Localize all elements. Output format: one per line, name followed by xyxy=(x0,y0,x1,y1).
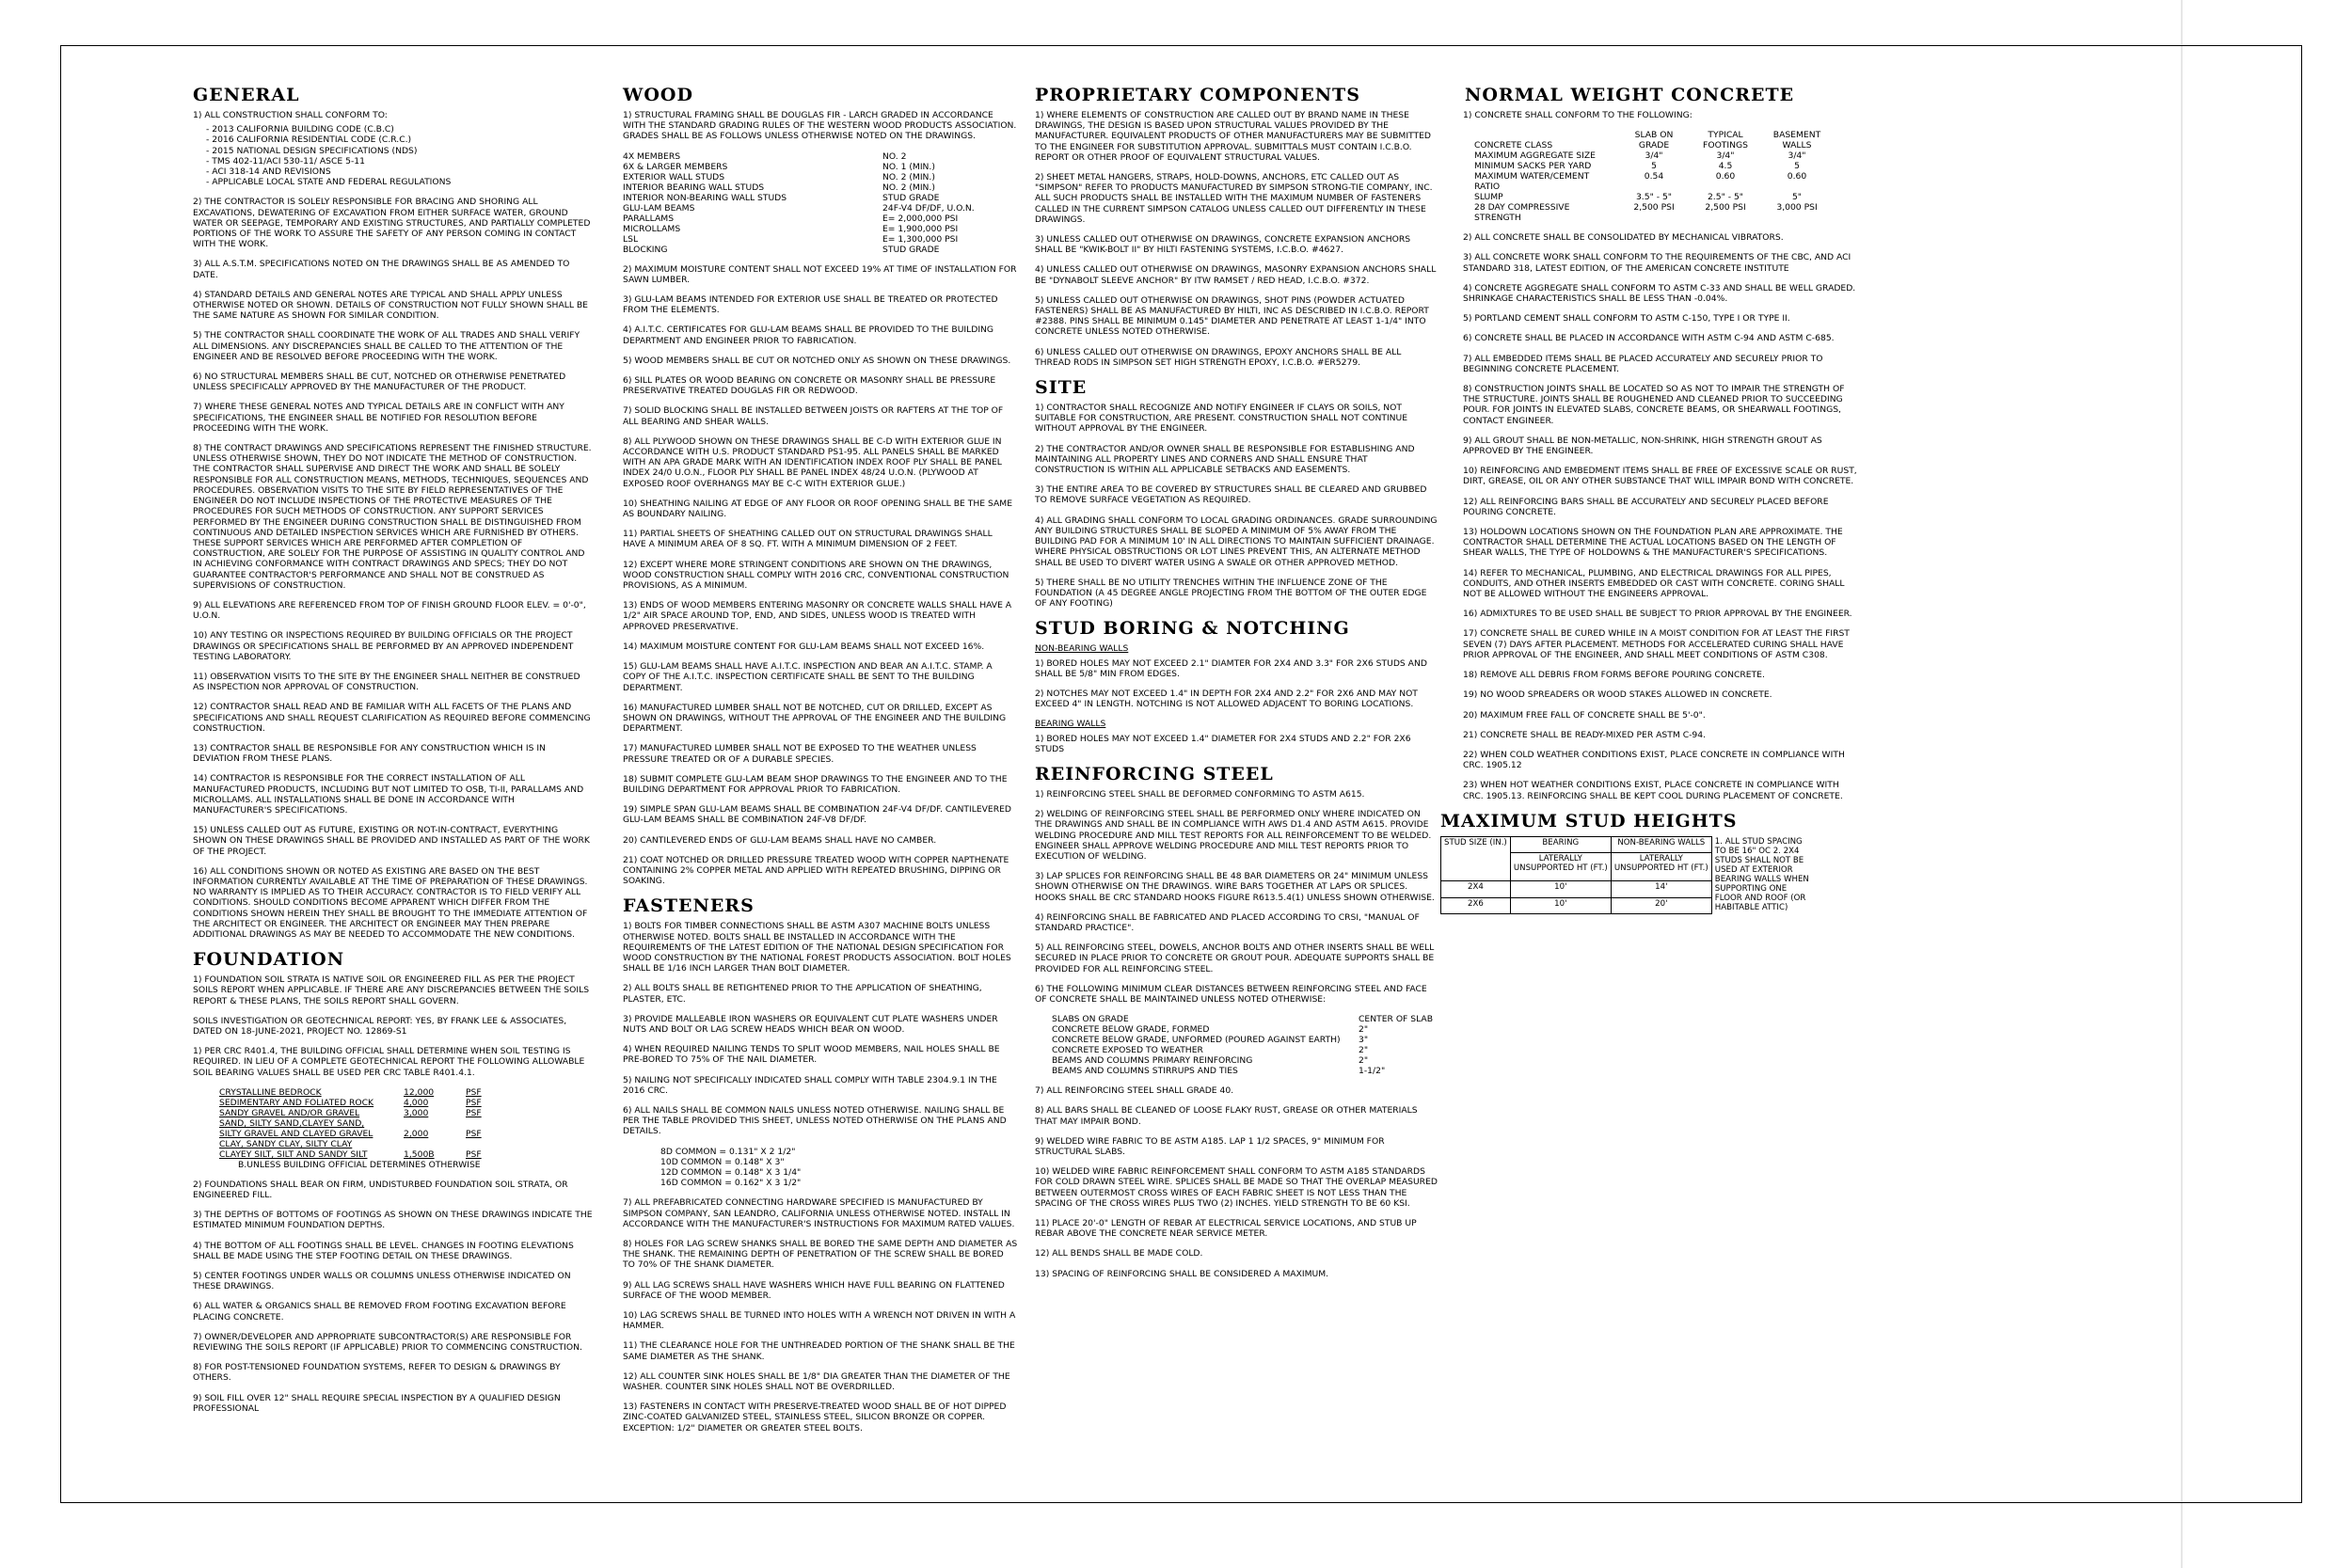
stud-heights-table xyxy=(1440,836,1812,914)
reinforcing-note: 3) LAP SPLICES FOR REINFORCING SHALL BE 48 BAR DIAMETERS OR 24" MINIMUM UNLESS SHOWN OTHERWISE ON THE DRAWINGS. WIRE BARS TOGETHER AT LAPS OR SPLICES. HOOKS SHALL BE CRC STANDARD HOOKS FIGURE R613.5.4(1) UNLESS SHOWN OTHERWISE. xyxy=(1035,871,1435,903)
cover-item: CONCRETE EXPOSED TO WEATHER xyxy=(1052,1045,1203,1056)
foundation-notes-b xyxy=(193,1180,593,1414)
code-reference: - 2015 NATIONAL DESIGN SPECIFICATIONS (NDS) xyxy=(206,145,418,156)
table-row xyxy=(219,1098,487,1108)
wood-grade: STUD GRADE xyxy=(882,192,940,203)
stud-size-header: STUD SIZE (IN.) xyxy=(1441,836,1511,881)
general-note: 10) ANY TESTING OR INSPECTIONS REQUIRED BY BUILDING OFFICIALS OR THE PROJECT DRAWINGS OR SPECIFICATIONS SHALL BE PERFORMED BY AN APPROVED INDEPENDENT TESTING LABORATORY. xyxy=(193,630,574,662)
table-row xyxy=(1474,150,1836,161)
stud-heights-note: 1. ALL STUD SPACING TO BE 16" OC 2. 2X4 STUDS SHALL NOT BE USED AT EXTERIOR BEARING WALLS WHEN SUPPORTING ONE FLOOR AND ROOF (OR HABITABLE ATTIC) xyxy=(1714,837,1809,913)
reinforcing-note: 4) REINFORCING SHALL BE FABRICATED AND PLACED ACCORDING TO CRSI, "MANUAL OF STANDARD PRACTICE". xyxy=(1035,911,1420,933)
reinforcing-note: 11) PLACE 20'-0" LENGTH OF REBAR AT ELECTRICAL SERVICE LOCATIONS, AND STUB UP REBAR ABOVE THE CONCRETE NEAR SERVICE METER. xyxy=(1035,1218,1417,1240)
fastener-note: 12) ALL COUNTER SINK HOLES SHALL BE 1/8" DIA GREATER THAN THE DIAMETER OF THE WASHER. COUNTER SINK HOLES SHALL NOT BE OVERDRILLED. xyxy=(623,1370,1010,1393)
general-note: 2) THE CONTRACTOR IS SOLELY RESPONSIBLE FOR BRACING AND SHORING ALL EXCAVATIONS, DEWATERING OF EXCAVATION FROM EITHER SURFACE WATER, GROUND WATER OR SEEPAGE, TEMPORARY AND EXISTING STRUCTURES, AND PARTIALLY COMPLETED PORTIONS OF THE WORK TO ASSURE THE SAFETY OF ANY PERSON COMING IN CONTACT WITH THE WORK. xyxy=(193,197,591,250)
cover-value: CENTER OF SLAB xyxy=(1359,1014,1434,1025)
fastener-note: 8) HOLES FOR LAG SCREW SHANKS SHALL BE BORED THE SAME DEPTH AND DIAMETER AS THE SHANK. THE REMAINING DEPTH OF PENETRATION OF THE SCREW SHALL BE BORED TO 70% OF THE SHANK DIAMETER. xyxy=(623,1239,1018,1271)
table-row xyxy=(623,172,980,182)
table-row xyxy=(1052,1045,1438,1055)
fasteners-notes xyxy=(623,921,1018,1136)
soil-bearing-value: 2,000 xyxy=(404,1128,429,1139)
site-note: 5) THERE SHALL BE NO UTILITY TRENCHES WITHIN THE INFLUENCE ZONE OF THE FOUNDATION (A 45 DEGREE ANGLE PROJECTING FROM THE BOTTOM OF THE OUTER EDGE OF ANY FOOTING) xyxy=(1035,577,1427,610)
wood-note: 15) GLU-LAM BEAMS SHALL HAVE A.I.T.C. INSPECTION AND BEAR AN A.I.T.C. STAMP. A COPY OF THE A.I.T.C. INSPECTION CERTIFICATE SHALL BE SENT TO THE BUILDING DEPARTMENT. xyxy=(623,661,993,693)
concrete-cell: 0.60 xyxy=(1787,171,1807,182)
concrete-cell: MINIMUM SACKS PER YARD xyxy=(1474,161,1592,172)
concrete-column-header: SLAB ON GRADE xyxy=(1634,130,1674,151)
wood-member: 6X & LARGER MEMBERS xyxy=(623,161,728,172)
general-note: 3) ALL A.S.T.M. SPECIFICATIONS NOTED ON THE DRAWINGS SHALL BE AS AMENDED TO DATE. xyxy=(193,259,570,280)
table-row xyxy=(623,182,980,193)
nail-size: 10D COMMON = 0.148" X 3" xyxy=(660,1156,785,1167)
wood-member: MICROLLAMS xyxy=(623,223,681,234)
wood-grade: NO. 2 (MIN.) xyxy=(882,182,935,193)
wood-grade: E= 1,900,000 PSI xyxy=(882,223,959,234)
general-note: 8) THE CONTRACT DRAWINGS AND SPECIFICATIONS REPRESENT THE FINISHED STRUCTURE. UNLESS OTHERWISE SHOWN, THEY DO NOT INDICATE THE METHOD OF CONSTRUCTION. THE CONTRACTOR SHALL SUPERVISE AND DIRECT THE WORK AND SHALL BE SOLELY RESPONSIBLE FOR ALL CONSTRUCTION MEANS, METHODS, TECHNIQUES, SEQUENCES AND PROCEDURES. OBSERVATION VISITS TO THE SITE BY FIELD REPRESENTATIVES OF THE ENGINEER DO NOT INCLUDE INSPECTIONS OF THE PROTECTIVE MEASURES OF THE PROCEDURES FOR SUCH METHODS OF CONSTRUCTION. ANY SUPPORT SERVICES PERFORMED BY THE ENGINEER DURING CONSTRUCTION SHALL BE DISTINGUISHED FROM CONTINUOUS AND DETAILED INSPECTION SERVICES WHICH ARE FURNISHED BY OTHERS. THESE SUPPORT SERVICES WHICH ARE PERFORMED AFTER COMPLETION OF CONSTRUCTION, ARE SOLELY FOR THE PURPOSE OF ASSISTING IN QUALITY CONTROL AND IN ACHIEVING CONFORMANCE WITH CONTRACT DRAWINGS AND SPECS; THEY DO NOT GUARANTEE CONTRACTOR'S PERFORMANCE AND SHALL NOT BE CONSTRUED AS SUPERVISIONS OF CONSTRUCTION. xyxy=(193,443,592,591)
site-note: 2) THE CONTRACTOR AND/OR OWNER SHALL BE RESPONSIBLE FOR ESTABLISHING AND MAINTAINING ALL PROPERTY LINES AND CORNERS AND SHALL ENSURE THAT CONSTRUCTION IS WITHIN ALL APPLICABLE SETBACKS AND EASEMENTS. xyxy=(1035,443,1415,476)
column-3 xyxy=(1035,85,1439,1289)
wood-grade: NO. 2 xyxy=(882,150,907,162)
foundation-note: 3) THE DEPTHS OF BOTTOMS OF FOOTINGS AS SHOWN ON THESE DRAWINGS INDICATE THE ESTIMATED MINIMUM FOUNDATION DEPTHS. xyxy=(193,1210,593,1231)
wood-grade: E= 2,000,000 PSI xyxy=(882,213,959,224)
concrete-note: 19) NO WOOD SPREADERS OR WOOD STAKES ALLOWED IN CONCRETE. xyxy=(1463,689,1772,701)
foundation-note: 8) FOR POST-TENSIONED FOUNDATION SYSTEMS, REFER TO DESIGN & DRAWINGS BY OTHERS. xyxy=(193,1362,561,1384)
soil-type: CLAYEY SILT, SILT AND SANDY SILT xyxy=(219,1148,368,1160)
reinforcing-note: 6) THE FOLLOWING MINIMUM CLEAR DISTANCES BETWEEN REINFORCING STEEL AND FACE OF CONCRETE SHALL BE MAINTAINED UNLESS NOTED OTHERWISE: xyxy=(1035,983,1427,1005)
soil-bearing-unit: PSF xyxy=(466,1086,482,1098)
column-2 xyxy=(623,85,1018,1443)
foundation-note: 9) SOIL FILL OVER 12" SHALL REQUIRE SPECIAL INSPECTION BY A QUALIFIED DESIGN PROFESSIONAL xyxy=(193,1392,561,1414)
table-row xyxy=(623,214,980,224)
soil-bearing-value: 3,000 xyxy=(404,1107,429,1118)
site-title: SITE xyxy=(1035,377,1088,399)
cover-value: 3" xyxy=(1359,1035,1369,1046)
code-reference: - ACI 318-14 AND REVISIONS xyxy=(206,166,331,178)
foundation-note: 1) FOUNDATION SOIL STRATA IS NATIVE SOIL OR ENGINEERED FILL AS PER THE PROJECT SOILS REPORT WHEN APPLICABLE. IF THERE ARE ANY DISCREPANCIES BETWEEN THE SOILS REPORT & THESE PLANS, THE SOILS REPORT SHALL GOVERN. xyxy=(193,974,590,1006)
nail-size: 8D COMMON = 0.131" X 2 1/2" xyxy=(660,1146,796,1157)
concrete-cell: 3/4" xyxy=(1788,150,1806,162)
concrete-note: 2) ALL CONCRETE SHALL BE CONSOLIDATED BY MECHANICAL VIBRATORS. xyxy=(1463,232,1784,244)
concrete-cell: 0.54 xyxy=(1644,171,1664,182)
nail-size: 16D COMMON = 0.162" X 3 1/2" xyxy=(660,1178,802,1189)
table-row xyxy=(623,162,980,172)
table-row xyxy=(1474,161,1836,171)
concrete-note: 21) CONCRETE SHALL BE READY-MIXED PER ASTM C-94. xyxy=(1463,729,1707,740)
bearing-notes xyxy=(1035,734,1439,754)
concrete-column-header: CONCRETE CLASS xyxy=(1474,140,1553,151)
fastener-note: 3) PROVIDE MALLEABLE IRON WASHERS OR EQUIVALENT CUT PLATE WASHERS UNDER NUTS AND BOLT OR LAG SCREW HEADS WHICH BEAR ON WOOD. xyxy=(623,1013,998,1035)
general-codes xyxy=(206,124,593,187)
wood-note: 18) SUBMIT COMPLETE GLU-LAM BEAM SHOP DRAWINGS TO THE ENGINEER AND TO THE BUILDING DEPARTMENT FOR APPROVAL PRIOR TO FABRICATION. xyxy=(623,773,1008,795)
cover-value: 2" xyxy=(1359,1024,1369,1036)
cover-value: 1-1/2" xyxy=(1359,1066,1386,1077)
table-row xyxy=(623,203,980,214)
soil-bearing-unit: PSF xyxy=(466,1097,482,1108)
stud-boring-note: 1) BORED HOLES MAY NOT EXCEED 2.1" DIAMTER FOR 2X4 AND 3.3" FOR 2X6 STUDS AND SHALL BE 5/8" MIN FROM EDGES. xyxy=(1035,657,1427,679)
soil-bearing-value: 12,000 xyxy=(404,1086,435,1098)
column-4 xyxy=(1440,85,1858,914)
cover-item: CONCRETE BELOW GRADE, UNFORMED (POURED AGAINST EARTH) xyxy=(1052,1035,1341,1046)
fastener-note: 13) FASTENERS IN CONTACT WITH PRESERVE-TREATED WOOD SHALL BE OF HOT DIPPED ZINC-COATED GALVANIZED STEEL, STAINLESS STEEL, SILICON BRONZE OR COPPER. EXCEPTION: 1/2" DIAMETER OR GREATER STEEL BOLTS. xyxy=(623,1402,1007,1433)
soil-bearing-unit: PSF xyxy=(466,1107,482,1118)
concrete-note: 22) WHEN COLD WEATHER CONDITIONS EXIST, PLACE CONCRETE IN COMPLIANCE WITH CRC. 1905.12 xyxy=(1463,749,1845,771)
code-reference: - 2016 CALIFORNIA RESIDENTIAL CODE (C.R.C.) xyxy=(206,135,412,146)
concrete-note: 7) ALL EMBEDDED ITEMS SHALL BE PLACED ACCURATELY AND SECURELY PRIOR TO BEGINNING CONCRETE PLACEMENT. xyxy=(1463,353,1823,374)
site-notes xyxy=(1035,403,1439,609)
wood-note: 5) WOOD MEMBERS SHALL BE CUT OR NOTCHED ONLY AS SHOWN ON THESE DRAWINGS. xyxy=(623,355,1011,366)
soil-bearing-unit: PSF xyxy=(466,1128,482,1139)
wood-member: BLOCKING xyxy=(623,244,668,255)
code-reference: - TMS 402-11/ACI 530-11/ ASCE 5-11 xyxy=(206,155,365,166)
foundation-note: SOILS INVESTIGATION OR GEOTECHNICAL REPORT: YES, BY FRANK LEE & ASSOCIATES, DATED ON 18-JUNE-2021, PROJECT NO. 12869-S1 xyxy=(193,1015,567,1037)
proprietary-note: 3) UNLESS CALLED OUT OTHERWISE ON DRAWINGS, CONCRETE EXPANSION ANCHORS SHALL BE "KWIK-BOLT II" BY HILTI FASTENING SYSTEMS, I.C.B.O. #4627. xyxy=(1035,234,1411,256)
bearing-header: BEARING xyxy=(1510,836,1611,852)
concrete-note: 14) REFER TO MECHANICAL, PLUMBING, AND ELECTRICAL DRAWINGS FOR ALL PIPES, CONDUITS, AND OTHER INSERTS EMBEDDED OR CAST WITH CONCRETE. CORING SHALL NOT BE ALLOWED WITHOUT THE ENGINEERS APPROVAL. xyxy=(1463,567,1845,600)
wood-member: LSL xyxy=(623,233,639,245)
wood-grades-table xyxy=(623,151,980,255)
table-row xyxy=(623,193,980,203)
nonbearing-height: 20' xyxy=(1611,897,1711,913)
site-note: 1) CONTRACTOR SHALL RECOGNIZE AND NOTIFY ENGINEER IF CLAYS OR SOILS, NOT SUITABLE FOR CONSTRUCTION, ARE PRESENT. CONSTRUCTION SHALL NOT CONTINUE WITHOUT APPROVAL BY THE ENGINEER. xyxy=(1035,403,1408,435)
concrete-note: 10) REINFORCING AND EMBEDMENT ITEMS SHALL BE FREE OF EXCESSIVE SCALE OR RUST, DIRT, GREASE, OIL OR ANY OTHER SUBSTANCE THAT WILL IMPAIR BOND WITH CONCRETE. xyxy=(1463,466,1857,487)
reinforcing-note: 10) WELDED WIRE FABRIC REINFORCEMENT SHALL CONFORM TO ASTM A185 STANDARDS FOR COLD DRAWN STEEL WIRE. SPLICES SHALL BE MADE SO THAT THE OVERLAP MEASURED BETWEEN OUTERMOST CROSS WIRES OF EACH FABRIC SHEET IS NOT LESS THAN THE SPACING OF THE CROSS WIRES PLUS TWO (2) INCHES. YIELD STRENGTH TO BE 60 KSI. xyxy=(1035,1166,1438,1209)
wood-note: 17) MANUFACTURED LUMBER SHALL NOT BE EXPOSED TO THE WEATHER UNLESS PRESSURE TREATED OR OF A DURABLE SPECIES. xyxy=(623,743,977,765)
concrete-column-header: BASEMENT WALLS xyxy=(1772,130,1821,151)
cover-value: 2" xyxy=(1359,1055,1369,1067)
wood-note: 14) MAXIMUM MOISTURE CONTENT FOR GLU-LAM BEAMS SHALL NOT EXCEED 16%. xyxy=(623,641,985,652)
wood-note: 2) MAXIMUM MOISTURE CONTENT SHALL NOT EXCEED 19% AT TIME OF INSTALLATION FOR SAWN LUMBER. xyxy=(623,263,1017,285)
wood-note: 21) COAT NOTCHED OR DRILLED PRESSURE TREATED WOOD WITH COPPER NAPTHENATE CONTAINING 2% COPPER METAL AND APPLIED WITH REPEATED BRUSHING, DIPPING OR SOAKING. xyxy=(623,854,1009,887)
concrete-column-header: TYPICAL FOOTINGS xyxy=(1703,130,1748,151)
table-row xyxy=(623,245,980,255)
site-note: 3) THE ENTIRE AREA TO BE COVERED BY STRUCTURES SHALL BE CLEARED AND GRUBBED TO REMOVE SURFACE VEGETATION AS REQUIRED. xyxy=(1035,484,1427,506)
reinforcing-note: 9) WELDED WIRE FABRIC TO BE ASTM A185. LAP 1 1/2 SPACES, 9" MINIMUM FOR STRUCTURAL SLABS. xyxy=(1035,1135,1385,1157)
proprietary-title: PROPRIETARY COMPONENTS xyxy=(1035,85,1360,105)
general-note: 13) CONTRACTOR SHALL BE RESPONSIBLE FOR ANY CONSTRUCTION WHICH IS IN DEVIATION FROM THESE PLANS. xyxy=(193,742,546,765)
nonbearing-notes xyxy=(1035,658,1439,710)
table-row xyxy=(1474,192,1836,202)
wood-note: 11) PARTIAL SHEETS OF SHEATHING CALLED OUT ON STRUCTURAL DRAWINGS SHALL HAVE A MINIMUM AREA OF 8 SQ. FT. WITH A MINIMUM DIMENSION OF 2 FEET. xyxy=(623,529,993,550)
concrete-cell: 2,500 PSI xyxy=(1705,202,1746,214)
wood-member: 4X MEMBERS xyxy=(623,150,681,162)
column-1 xyxy=(193,85,593,1423)
concrete-cell: 3,000 PSI xyxy=(1776,202,1818,214)
table-row xyxy=(623,234,980,245)
reinforcing-note: 13) SPACING OF REINFORCING SHALL BE CONSIDERED A MAXIMUM. xyxy=(1035,1268,1329,1279)
table-row xyxy=(623,224,980,234)
wood-grade: STUD GRADE xyxy=(882,244,940,255)
stud-boring-note: 1) BORED HOLES MAY NOT EXCEED 1.4" DIAMETER FOR 2X4 STUDS AND 2.2" FOR 2X6 STUDS xyxy=(1035,733,1411,754)
stud-size: 2X6 xyxy=(1441,897,1511,913)
general-note: 6) NO STRUCTURAL MEMBERS SHALL BE CUT, NOTCHED OR OTHERWISE PENETRATED UNLESS SPECIFICALLY APPROVED BY THE MANUFACTURER OF THE PRODUCT. xyxy=(193,372,566,393)
concrete-intro: 1) CONCRETE SHALL CONFORM TO THE FOLLOWING: xyxy=(1463,110,1692,120)
soil-bearing-unit xyxy=(466,1118,487,1129)
fastener-note: 9) ALL LAG SCREWS SHALL HAVE WASHERS WHICH HAVE FULL BEARING ON FLATTENED SURFACE OF THE WOOD MEMBER. xyxy=(623,1279,1005,1301)
fastener-note: 1) BOLTS FOR TIMBER CONNECTIONS SHALL BE ASTM A307 MACHINE BOLTS UNLESS OTHERWISE NOTED. BOLTS SHALL BE INSTALLED IN ACCORDANCE WITH THE REQUIREMENTS OF THE LATEST EDITION OF THE NATIONAL DESIGN SPECIFICATION FOR WOOD CONSTRUCTION BY THE NATIONAL FOREST PRODUCTS ASSOCIATION. BOLT HOLES SHALL BE 1/16 INCH LARGER THAN BOLT DIAMETER. xyxy=(623,921,1011,974)
table-row xyxy=(1474,202,1836,223)
reinforcing-note: 5) ALL REINFORCING STEEL, DOWELS, ANCHOR BOLTS AND OTHER INSERTS SHALL BE WELL SECURED IN PLACE PRIOR TO CONCRETE OR GROUT POUR. ADEQUATE SUPPORTS SHALL BE PROVIDED FOR ALL REINFORCING STEEL. xyxy=(1035,942,1435,974)
cover-value: 2" xyxy=(1359,1045,1369,1056)
wood-note: 13) ENDS OF WOOD MEMBERS ENTERING MASONRY OR CONCRETE WALLS SHALL HAVE A 1/2" AIR SPACE AROUND TOP, END, AND SIDES, UNLESS WOOD IS TREATED WITH APPROVED PRESERVATIVE. xyxy=(623,600,1012,632)
concrete-note: 20) MAXIMUM FREE FALL OF CONCRETE SHALL BE 5'-0". xyxy=(1463,709,1706,721)
general-note: 16) ALL CONDITIONS SHOWN OR NOTED AS EXISTING ARE BASED ON THE BEST INFORMATION CURRENTLY AVAILABLE AT THE TIME OF PREPARATION OF THESE DRAWINGS. NO WARRANTY IS IMPLIED AS TO THEIR ACCURACY. CONTRACTOR IS TO FIELD VERIFY ALL CONDITIONS. SHOULD CONDITIONS BECOME APPARENT WHICH DIFFER FROM THE CONDITIONS SHOWN HEREIN THEY SHALL BE BROUGHT TO THE IMMEDIATE ATTENTION OF THE ARCHITECT OR ENGINEER. THE ARCHITECT OR ENGINEER MAY THEN PREPARE ADDITIONAL DRAWINGS AS MAY BE NEEDED TO ACCOMMODATE THE NEW CONDITIONS. xyxy=(193,865,588,940)
soil-bearing-value xyxy=(404,1118,466,1129)
concrete-cell: 5" xyxy=(1791,192,1803,203)
table-row xyxy=(219,1149,487,1160)
foundation-note: 4) THE BOTTOM OF ALL FOOTINGS SHALL BE LEVEL. CHANGES IN FOOTING ELEVATIONS SHALL BE MADE USING THE STEP FOOTING DETAIL ON THESE DRAWINGS. xyxy=(193,1240,574,1261)
proprietary-note: 2) SHEET METAL HANGERS, STRAPS, HOLD-DOWNS, ANCHORS, ETC CALLED OUT AS "SIMPSON" REFER TO PRODUCTS MANUFACTURED BY SIMPSON STRONG-TIE COMPANY, INC. ALL SUCH PRODUCTS SHALL BE INSTALLED WITH THE MAXIMUM NUMBER OF FASTENERS CALLED IN THE CURRENT SIMPSON CATALOG UNLESS CALLED OUT DIFFERENTLY IN THESE DRAWINGS. xyxy=(1035,172,1433,225)
concrete-note: 12) ALL REINFORCING BARS SHALL BE ACCURATELY AND SECURELY PLACED BEFORE POURING CONCRETE. xyxy=(1463,496,1829,517)
general-note: 4) STANDARD DETAILS AND GENERAL NOTES ARE TYPICAL AND SHALL APPLY UNLESS OTHERWISE NOTED OR SHOWN. DETAILS OF CONSTRUCTION NOT FULLY SHOWN SHALL BE THE SAME NATURE AS SHOWN FOR SIMILAR CONDITION. xyxy=(193,289,588,322)
site-note: 4) ALL GRADING SHALL CONFORM TO LOCAL GRADING ORDINANCES. GRADE SURROUNDING ANY BUILDING STRUCTURES SHALL BE SLOPED A MINIMUM OF 5% AWAY FROM THE BUILDING PAD FOR A MINIMUM 10' IN ALL DIRECTIONS TO MAINTAIN SUFFICIENT DRAINAGE. WHERE PHYSICAL OBSTRUCTIONS OR LOT LINES PREVENT THIS, AN ALTERNATE METHOD SHALL BE USED TO DIVERT WATER USING A SWALE OR OTHER APPROVED METHOD. xyxy=(1035,515,1438,568)
cover-item: BEAMS AND COLUMNS PRIMARY REINFORCING xyxy=(1052,1055,1253,1067)
soil-type: CRYSTALLINE BEDROCK xyxy=(219,1086,322,1098)
reinforcing-note: 1) REINFORCING STEEL SHALL BE DEFORMED CONFORMING TO ASTM A615. xyxy=(1035,788,1365,800)
soil-bearing-unit xyxy=(466,1139,487,1149)
wood-intro: 1) STRUCTURAL FRAMING SHALL BE DOUGLAS FIR - LARCH GRADED IN ACCORDANCE WITH THE STANDARD GRADING RULES OF THE WESTERN WOOD PRODUCTS ASSOCIATION. GRADES SHALL BE AS FOLLOWS UNLESS OTHERWISE NOTED ON THE DRAWINGS. xyxy=(623,110,1017,142)
wood-grade: 24F-V4 DF/DF, U.O.N. xyxy=(882,202,975,214)
nonbearing-header: NON-BEARING WALLS xyxy=(1611,836,1711,852)
wood-member: EXTERIOR WALL STUDS xyxy=(623,171,725,182)
table-row xyxy=(219,1108,487,1118)
wood-note: 8) ALL PLYWOOD SHOWN ON THESE DRAWINGS SHALL BE C-D WITH EXTERIOR GLUE IN ACCORDANCE WITH U.S. PRODUCT STANDARD PS1-95. ALL PANELS SHALL BE MARKED WITH AN APA GRADE MARK WITH AN IDENTIFICATION INDEX ROOF PLY SHALL BE PANEL INDEX 24/0 U.O.N., FLOOR PLY SHALL BE PANEL INDEX 48/24 U.O.N. (PLYWOOD AT EXPOSED ROOF OVERHANGS MAY BE C-C WITH EXTERIOR GLUE.) xyxy=(623,436,1002,489)
wood-member: GLU-LAM BEAMS xyxy=(623,202,695,214)
soil-type: SEDIMENTARY AND FOLIATED ROCK xyxy=(219,1097,374,1108)
nonbearing-height: 14' xyxy=(1611,881,1711,897)
reinforcing-title: REINFORCING STEEL xyxy=(1035,763,1274,784)
concrete-cell: 3/4" xyxy=(1645,150,1663,162)
concrete-cell: 28 DAY COMPRESSIVE STRENGTH xyxy=(1474,202,1570,224)
table-row xyxy=(1052,1055,1438,1066)
fastener-note: 10) LAG SCREWS SHALL BE TURNED INTO HOLES WITH A WRENCH NOT DRIVEN IN WITH A HAMMER. xyxy=(623,1310,1016,1332)
foundation-notes xyxy=(193,974,593,1078)
concrete-notes xyxy=(1463,232,1858,801)
foundation-note: 7) OWNER/DEVELOPER AND APPROPRIATE SUBCONTRACTOR(S) ARE RESPONSIBLE FOR REVIEWING THE SOILS REPORT (IF APPLICABLE) PRIOR TO COMMENCING CONSTRUCTION. xyxy=(193,1331,582,1354)
concrete-note: 16) ADMIXTURES TO BE USED SHALL BE SUBJECT TO PRIOR APPROVAL BY THE ENGINEER. xyxy=(1463,609,1852,620)
stud-heights-title: MAXIMUM STUD HEIGHTS xyxy=(1440,810,1738,832)
wood-grade: NO. 1 (MIN.) xyxy=(882,161,935,172)
soil-bearing-table xyxy=(219,1087,487,1170)
reinforcing-notes-b xyxy=(1035,1085,1439,1279)
nail-sizes xyxy=(660,1147,1018,1189)
fasteners-notes-b xyxy=(623,1197,1018,1433)
stud-size: 2X4 xyxy=(1441,881,1511,897)
reinforcing-note: 8) ALL BARS SHALL BE CLEANED OF LOOSE FLAKY RUST, GREASE OR OTHER MATERIALS THAT MAY IMPAIR BOND. xyxy=(1035,1105,1418,1127)
fastener-note: 11) THE CLEARANCE HOLE FOR THE UNTHREADED PORTION OF THE SHANK SHALL BE THE SAME DIAMETER AS THE SHANK. xyxy=(623,1340,1015,1362)
table-row xyxy=(1052,1066,1438,1076)
general-note: 7) WHERE THESE GENERAL NOTES AND TYPICAL DETAILS ARE IN CONFLICT WITH ANY SPECIFICATIONS, THE ENGINEER SHALL BE NOTIFIED FOR RESOLUTION BEFORE PROCEEDING WITH THE WORK. xyxy=(193,402,564,434)
concrete-cell: 5 xyxy=(1651,161,1657,172)
table-row xyxy=(1474,171,1836,192)
table-row xyxy=(623,151,980,162)
concrete-cover-table xyxy=(1052,1014,1438,1076)
stud-boring-title: STUD BORING & NOTCHING xyxy=(1035,618,1350,640)
wood-member: INTERIOR BEARING WALL STUDS xyxy=(623,182,765,193)
general-note: 11) OBSERVATION VISITS TO THE SITE BY THE ENGINEER SHALL NEITHER BE CONSTRUED AS INSPECTION NOR APPROVAL OF CONSTRUCTION. xyxy=(193,671,580,693)
reinforcing-notes xyxy=(1035,789,1439,1005)
table-header-row xyxy=(1474,130,1836,150)
general-title: GENERAL xyxy=(193,85,300,105)
soil-type: SILTY GRAVEL AND CLAYED GRAVEL xyxy=(219,1128,373,1139)
fastener-note: 2) ALL BOLTS SHALL BE RETIGHTENED PRIOR TO THE APPLICATION OF SHEATHING, PLASTER, ETC. xyxy=(623,983,982,1005)
wood-note: 7) SOLID BLOCKING SHALL BE INSTALLED BETWEEN JOISTS OR RAFTERS AT THE TOP OF ALL BEARING AND SHEAR WALLS. xyxy=(623,405,1004,427)
soil-bearing-unit: PSF xyxy=(466,1148,482,1160)
concrete-cell: 2,500 PSI xyxy=(1633,202,1675,214)
wood-note: 4) A.I.T.C. CERTIFICATES FOR GLU-LAM BEAMS SHALL BE PROVIDED TO THE BUILDING DEPARTMENT AND ENGINEER PRIOR TO FABRICATION. xyxy=(623,325,994,346)
general-intro: 1) ALL CONSTRUCTION SHALL CONFORM TO: xyxy=(193,110,388,120)
code-reference: - 2013 CALIFORNIA BUILDING CODE (C.B.C) xyxy=(206,124,394,135)
soil-footnote: B.UNLESS BUILDING OFFICIAL DETERMINES OTHERWISE xyxy=(238,1159,481,1170)
concrete-note: 5) PORTLAND CEMENT SHALL CONFORM TO ASTM C-150, TYPE I OR TYPE II. xyxy=(1463,313,1790,325)
concrete-note: 18) REMOVE ALL DEBRIS FROM FORMS BEFORE POURING CONCRETE. xyxy=(1463,670,1765,681)
concrete-cell: 5 xyxy=(1794,161,1800,172)
reinforcing-note: 7) ALL REINFORCING STEEL SHALL GRADE 40. xyxy=(1035,1085,1234,1097)
proprietary-note: 6) UNLESS CALLED OUT OTHERWISE ON DRAWINGS, EPOXY ANCHORS SHALL BE ALL THREAD RODS IN SIMPSON SET HIGH STRENGTH EPOXY, I.C.B.O. #ER5279. xyxy=(1035,346,1402,368)
foundation-title: FOUNDATION xyxy=(193,949,345,971)
foundation-note: 5) CENTER FOOTINGS UNDER WALLS OR COLUMNS UNLESS OTHERWISE INDICATED ON THESE DRAWINGS. xyxy=(193,1271,571,1292)
wood-note: 3) GLU-LAM BEAMS INTENDED FOR EXTERIOR USE SHALL BE TREATED OR PROTECTED FROM THE ELEMENTS. xyxy=(623,294,998,316)
soil-type: CLAY, SANDY CLAY, SILTY CLAY xyxy=(219,1138,353,1149)
soil-type: SANDY GRAVEL AND/OR GRAVEL xyxy=(219,1107,360,1118)
cover-item: BEAMS AND COLUMNS STIRRUPS AND TIES xyxy=(1052,1066,1238,1077)
proprietary-note: 1) WHERE ELEMENTS OF CONSTRUCTION ARE CALLED OUT BY BRAND NAME IN THESE DRAWINGS, THE DESIGN IS BASED UPON STRUCTURAL VALUES PROVIDED BY THE MANUFACTURER. EQUIVALENT PRODUCTS OF OTHER MANUFACTURERS MAY BE SUBMITTED TO THE ENGINEER FOR SUBSTITUTION APPROVAL. SUBMITTALS MUST CONTAIN I.C.B.O. REPORT OR OTHER PROOF OF EQUIVALENT STRUCTURAL VALUES. xyxy=(1035,110,1431,163)
concrete-note: 4) CONCRETE AGGREGATE SHALL CONFORM TO ASTM C-33 AND SHALL BE WELL GRADED. SHRINKAGE CHARACTERISTICS SHALL BE LESS THAN -0.04%. xyxy=(1463,282,1856,305)
foundation-note: 6) ALL WATER & ORGANICS SHALL BE REMOVED FROM FOOTING EXCAVATION BEFORE PLACING CONCRETE. xyxy=(193,1301,566,1323)
general-note: 12) CONTRACTOR SHALL READ AND BE FAMILIAR WITH ALL FACETS OF THE PLANS AND SPECIFICATIONS AND SHALL REQUEST CLARIFICATION AS REQUIRED BEFORE COMMENCING CONSTRUCTION. xyxy=(193,702,591,734)
foundation-note: 2) FOUNDATIONS SHALL BEAR ON FIRM, UNDISTURBED FOUNDATION SOIL STRATA, OR ENGINEERED FILL. xyxy=(193,1179,568,1201)
foundation-note: 1) PER CRC R401.4, THE BUILDING OFFICIAL SHALL DETERMINE WHEN SOIL TESTING IS REQUIRED. IN LIEU OF A COMPLETE GEOTECHNICAL REPORT THE FOLLOWING ALLOWABLE SOIL BEARING VALUES SHALL BE USED PER CRC TABLE R401.4.1. xyxy=(193,1046,585,1078)
concrete-note: 13) HOLDOWN LOCATIONS SHOWN ON THE FOUNDATION PLAN ARE APPROXIMATE. THE CONTRACTOR SHALL DETERMINE THE ACTUAL LOCATIONS BASED ON THE LENGTH OF SHEAR WALLS, THE TYPE OF HOLDOWNS & THE MANUFACTURER'S SPECIFICATIONS. xyxy=(1463,527,1843,559)
concrete-cell: 0.60 xyxy=(1715,171,1736,182)
wood-member: PARALLAMS xyxy=(623,213,675,224)
cover-item: SLABS ON GRADE xyxy=(1052,1014,1129,1025)
wood-note: 20) CANTILEVERED ENDS OF GLU-LAM BEAMS SHALL HAVE NO CAMBER. xyxy=(623,834,937,846)
concrete-cell: 3/4" xyxy=(1716,150,1735,162)
wood-title: WOOD xyxy=(623,85,693,105)
table-row xyxy=(1052,1024,1438,1035)
concrete-title: NORMAL WEIGHT CONCRETE xyxy=(1465,85,1795,105)
wood-grade: E= 1,300,000 PSI xyxy=(882,233,959,245)
wood-notes xyxy=(623,264,1018,887)
table-row xyxy=(1052,1014,1438,1024)
cover-item: CONCRETE BELOW GRADE, FORMED xyxy=(1052,1024,1210,1036)
soil-bearing-value: 4,000 xyxy=(404,1097,429,1108)
concrete-mix-table xyxy=(1474,130,1836,223)
table-row xyxy=(219,1129,487,1139)
general-note: 5) THE CONTRACTOR SHALL COORDINATE THE WORK OF ALL TRADES AND SHALL VERIFY ALL DIMENSIONS. ANY DISCREPANCIES SHALL BE CALLED TO THE ATTENTION OF THE ENGINEER AND BE RESOLVED BEFORE PROCEEDING WITH THE WORK. xyxy=(193,330,580,362)
wood-note: 16) MANUFACTURED LUMBER SHALL NOT BE NOTCHED, CUT OR DRILLED, EXCEPT AS SHOWN ON DRAWINGS, WITHOUT THE APPROVAL OF THE ENGINEER AND THE BUILDING DEPARTMENT. xyxy=(623,702,1007,735)
soil-bearing-value xyxy=(404,1139,466,1149)
wood-member: INTERIOR NON-BEARING WALL STUDS xyxy=(623,192,787,203)
code-reference: - APPLICABLE LOCAL STATE AND FEDERAL REGULATIONS xyxy=(206,177,452,188)
reinforcing-note: 2) WELDING OF REINFORCING STEEL SHALL BE PERFORMED ONLY WHERE INDICATED ON THE DRAWINGS AND SHALL BE IN COMPLIANCE WITH AWS D1.4 AND ASTM A615. PROVIDE WELDING PROCEDURE AND MILL TEST REPORTS FOR ALL REINFORCEMENT TO BE WELDED. ENGINEER SHALL APPROVE WELDING PROCEDURE AND MILL TEST REPORTS PRIOR TO EXECUTION OF WELDING. xyxy=(1035,809,1432,862)
wood-note: 6) SILL PLATES OR WOOD BEARING ON CONCRETE OR MASONRY SHALL BE PRESSURE PRESERVATIVE TREATED DOUGLAS FIR OR REDWOOD. xyxy=(623,375,996,397)
general-note: 14) CONTRACTOR IS RESPONSIBLE FOR THE CORRECT INSTALLATION OF ALL MANUFACTURED PRODUCTS, INCLUDING BUT NOT LIMITED TO OSB, TI-II, PARALLAMS AND MICROLLAMS. ALL INSTALLATIONS SHALL BE DONE IN ACCORDANCE WITH MANUFACTURER'S SPECIFICATIONS. xyxy=(193,773,584,816)
general-note: 15) UNLESS CALLED OUT AS FUTURE, EXISTING OR NOT-IN-CONTRACT, EVERYTHING SHOWN ON THESE DRAWINGS SHALL BE PROVIDED AND INSTALLED AS PART OF THE WORK OF THE PROJECT. xyxy=(193,825,590,857)
concrete-note: 3) ALL CONCRETE WORK SHALL CONFORM TO THE REQUIREMENTS OF THE CBC, AND ACI STANDARD 318, LATEST EDITION, OF THE AMERICAN CONCRETE INSTITUTE xyxy=(1463,252,1851,274)
concrete-note: 23) WHEN HOT WEATHER CONDITIONS EXIST, PLACE CONCRETE IN COMPLIANCE WITH CRC. 1905.13. REINFORCING SHALL BE KEPT COOL DURING PLACEMENT OF CONCRETE. xyxy=(1463,780,1843,801)
bearing-subheader: LATERALLY UNSUPPORTED HT (FT.) xyxy=(1510,852,1611,880)
nonbearing-label: NON-BEARING WALLS xyxy=(1035,643,1129,655)
table-row xyxy=(1052,1035,1438,1045)
fastener-note: 6) ALL NAILS SHALL BE COMMON NAILS UNLESS NOTED OTHERWISE. NAILING SHALL BE PER THE TABLE PROVIDED THIS SHEET, UNLESS NOTED OTHERWISE ON THE PLANS AND DETAILS. xyxy=(623,1104,1007,1137)
reinforcing-note: 12) ALL BENDS SHALL BE MADE COLD. xyxy=(1035,1248,1203,1259)
table-row xyxy=(219,1139,487,1149)
concrete-cell: SLUMP xyxy=(1474,192,1503,203)
general-note: 9) ALL ELEVATIONS ARE REFERENCED FROM TOP OF FINISH GROUND FLOOR ELEV. = 0'-0", U.O.N. xyxy=(193,599,586,622)
stud-boring-note: 2) NOTCHES MAY NOT EXCEED 1.4" IN DEPTH FOR 2X4 AND 2.2" FOR 2X6 AND MAY NOT EXCEED 4" IN LENGTH. NOTCHING IS NOT ALLOWED ADJACENT TO BORING LOCATIONS. xyxy=(1035,688,1418,710)
proprietary-note: 5) UNLESS CALLED OUT OTHERWISE ON DRAWINGS, SHOT PINS (POWDER ACTUATED FASTENERS) SHALL BE AS MANUFACTURED BY HILTI, INC AS DESCRIBED IN I.C.B.O. REPORT #2388. PINS SHALL BE MINIMUM 0.145" DIAMETER AND PENETRATE AT LEAST 1-1/4" INTO CONCRETE UNLESS NOTED OTHERWISE. xyxy=(1035,294,1429,338)
wood-note: 10) SHEATHING NAILING AT EDGE OF ANY FLOOR OR ROOF OPENING SHALL BE THE SAME AS BOUNDARY NAILING. xyxy=(623,498,1012,520)
concrete-note: 17) CONCRETE SHALL BE CURED WHILE IN A MOIST CONDITION FOR AT LEAST THE FIRST SEVEN (7) DAYS AFTER PLACEMENT. METHODS FOR ACCELERATED CURING SHALL HAVE PRIOR APPROVAL OF THE ENGINEER, AND SHALL MEET CONDITIONS OF ASTM C308. xyxy=(1463,628,1850,660)
concrete-cell: 2.5" - 5" xyxy=(1707,192,1744,203)
fasteners-title: FASTENERS xyxy=(623,895,755,917)
wood-grade: NO. 2 (MIN.) xyxy=(882,171,935,182)
fastener-note: 7) ALL PREFABRICATED CONNECTING HARDWARE SPECIFIED IS MANUFACTURED BY SIMPSON COMPANY, SAN LEANDRO, CALIFORNIA UNLESS OTHERWISE NOTED. INSTALL IN ACCORDANCE WITH THE MANUFACTURER'S INSTRUCTIONS FOR MAXIMUM RATED VALUES. xyxy=(623,1197,1015,1229)
bearing-label: BEARING WALLS xyxy=(1035,719,1106,730)
concrete-note: 6) CONCRETE SHALL BE PLACED IN ACCORDANCE WITH ASTM C-94 AND ASTM C-685. xyxy=(1463,333,1835,344)
bearing-height: 10' xyxy=(1510,881,1611,897)
bearing-height: 10' xyxy=(1510,897,1611,913)
soil-type: SAND, SILTY SAND,CLAYEY SAND, xyxy=(219,1117,365,1129)
concrete-cell: 3.5" - 5" xyxy=(1635,192,1673,203)
concrete-note: 9) ALL GROUT SHALL BE NON-METALLIC, NON-SHRINK, HIGH STRENGTH GROUT AS APPROVED BY THE ENGINEER. xyxy=(1463,435,1822,457)
nail-size: 12D COMMON = 0.148" X 3 1/4" xyxy=(660,1167,802,1178)
nonbearing-subheader: LATERALLY UNSUPPORTED HT (FT.) xyxy=(1611,852,1711,880)
fastener-note: 5) NAILING NOT SPECIFICALLY INDICATED SHALL COMPLY WITH TABLE 2304.9.1 IN THE 2016 CRC. xyxy=(623,1074,997,1096)
concrete-cell: MAXIMUM WATER/CEMENT RATIO xyxy=(1474,171,1590,193)
table-row xyxy=(219,1087,487,1098)
concrete-cell: MAXIMUM AGGREGATE SIZE xyxy=(1474,150,1596,162)
fastener-note: 4) WHEN REQUIRED NAILING TENDS TO SPLIT WOOD MEMBERS, NAIL HOLES SHALL BE PRE-BORED TO 75% OF THE NAIL DIAMETER. xyxy=(623,1044,1000,1066)
soil-bearing-value: 1,500B xyxy=(404,1148,435,1160)
table-row xyxy=(219,1118,487,1129)
proprietary-note: 4) UNLESS CALLED OUT OTHERWISE ON DRAWINGS, MASONRY EXPANSION ANCHORS SHALL BE "DYNABOLT SLEEVE ANCHOR" BY ITW RAMSET / RED HEAD, I.C.B.O. #372. xyxy=(1035,264,1437,286)
proprietary-notes xyxy=(1035,110,1439,368)
general-notes xyxy=(193,197,593,940)
concrete-note: 8) CONSTRUCTION JOINTS SHALL BE LOCATED SO AS NOT TO IMPAIR THE STRENGTH OF THE STRUCTURE. JOINTS SHALL BE ROUGHENED AND CLEANED PRIOR TO SUCCEEDING POUR. FOR JOINTS IN ELEVATED SLABS, CONCRETE BEAMS, OR SHEARWALL FOOTINGS, CONTACT ENGINEER. xyxy=(1463,384,1845,426)
wood-note: 19) SIMPLE SPAN GLU-LAM BEAMS SHALL BE COMBINATION 24F-V4 DF/DF. CANTILEVERED GLU-LAM BEAMS SHALL BE COMBINATION 24F-V8 DF/DF. xyxy=(623,804,1012,826)
wood-note: 12) EXCEPT WHERE MORE STRINGENT CONDITIONS ARE SHOWN ON THE DRAWINGS, WOOD CONSTRUCTION SHALL COMPLY WITH 2016 CRC, CONVENTIONAL CONSTRUCTION PROVISIONS, AS A MINIMUM. xyxy=(623,559,1009,592)
concrete-cell: 4.5 xyxy=(1718,161,1733,172)
